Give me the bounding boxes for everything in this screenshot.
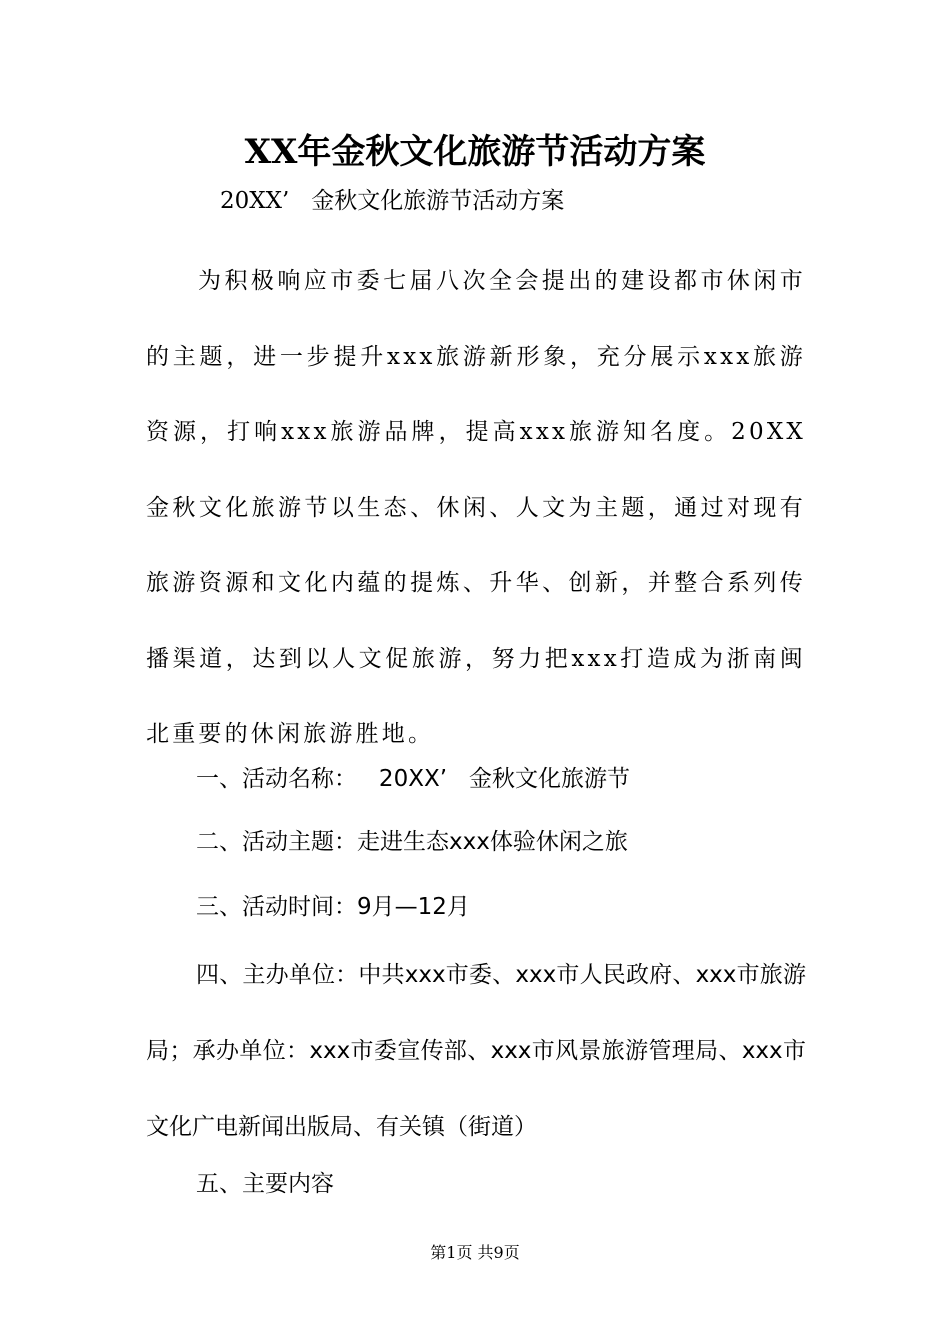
intro-paragraph: 为积极响应市委七届八次全会提出的建设都市休闲市的主题，进一步提升xxx旅游新形象，充分展示xxx旅游资源，打响xxx旅游品牌，提高xxx旅游知名度。20XX金秋文化旅游节以生态、休闲、人文为主题，通过对现有旅游资源和文化内蕴的提炼、升华、创新，并整合系列传播渠道，达到以人文促旅游，努力把xxx打造成为浙南闽北重要的休闲旅游胜地。	[146, 268, 806, 747]
section-organizers: 四、主办单位：中共xxx市委、xxx市人民政府、xxx市旅游局；承办单位：xxx市委宣传部、xxx市风景旅游管理局、xxx市文化广电新闻出版局、有关镇（街道）	[146, 962, 806, 1140]
section-main-content: 五、主要内容	[196, 1171, 334, 1197]
section-activity-name: 一、活动名称： 20XX’ 金秋文化旅游节	[196, 766, 630, 792]
section-activity-theme: 二、活动主题：走进生态xxx体验休闲之旅	[196, 829, 628, 855]
document-subtitle: 20XX’ 金秋文化旅游节活动方案	[220, 188, 565, 214]
document-title: XX年金秋文化旅游节活动方案	[244, 132, 706, 172]
page-number-footer: 第1页 共9页	[430, 1243, 520, 1262]
section-activity-time: 三、活动时间：9月—12月	[196, 894, 470, 920]
